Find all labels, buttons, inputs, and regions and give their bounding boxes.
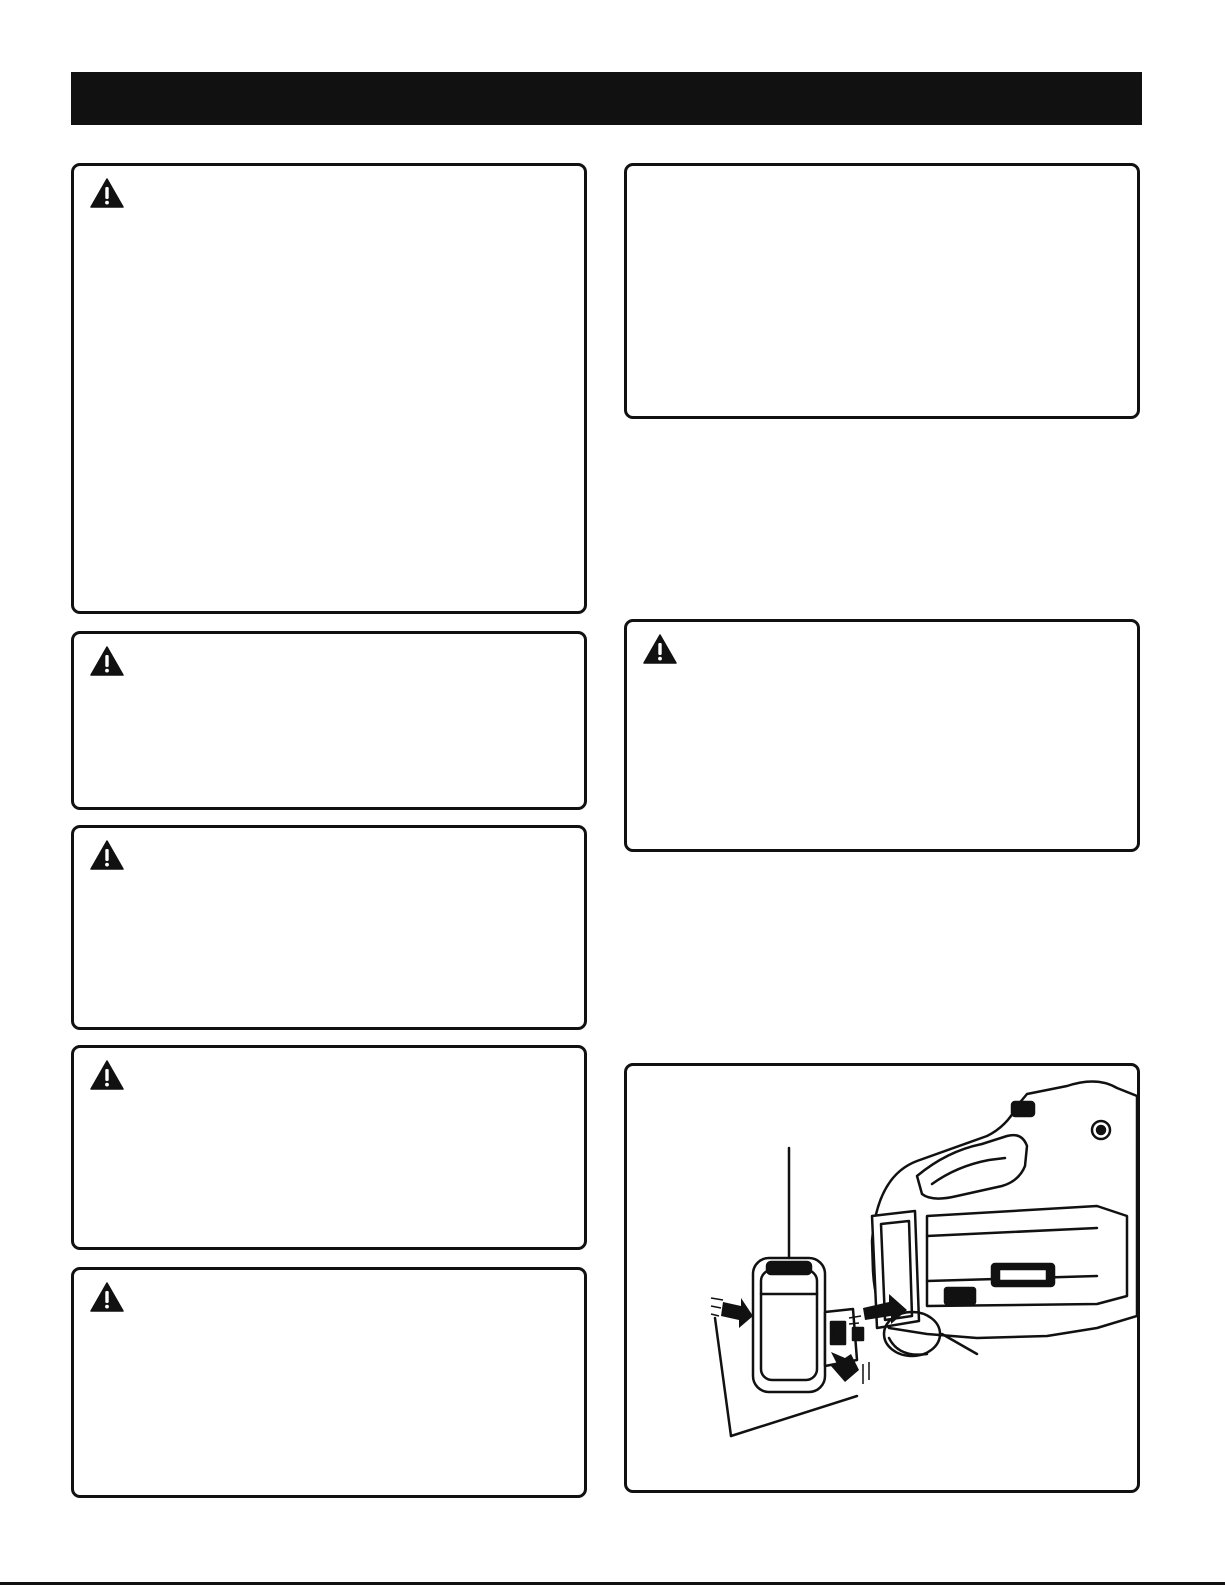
warning-triangle-icon [90, 1282, 124, 1312]
notice-box [624, 163, 1140, 419]
warning-triangle-icon [90, 178, 124, 208]
warning-triangle-icon [90, 646, 124, 676]
warning-box-3 [71, 825, 587, 1030]
tool-switch [1012, 1102, 1034, 1116]
section-header-bar [71, 72, 1142, 125]
warning-triangle-icon [643, 634, 677, 664]
figure-box [624, 1063, 1140, 1493]
voltage-badge [945, 1288, 975, 1304]
warning-triangle-icon [90, 1060, 124, 1090]
warning-box-5 [71, 1267, 587, 1498]
tool-battery-illustration [627, 1066, 1137, 1490]
warning-box-4 [71, 1045, 587, 1250]
warning-box-1 [71, 163, 587, 614]
battery-pack [753, 1258, 825, 1392]
warning-triangle-icon [90, 840, 124, 870]
bracket-line-a [715, 1318, 731, 1436]
insert-arrow-icon [721, 1298, 753, 1328]
warning-box-2 [71, 631, 587, 810]
bracket-line-b [731, 1396, 857, 1436]
warning-box-6 [624, 619, 1140, 852]
